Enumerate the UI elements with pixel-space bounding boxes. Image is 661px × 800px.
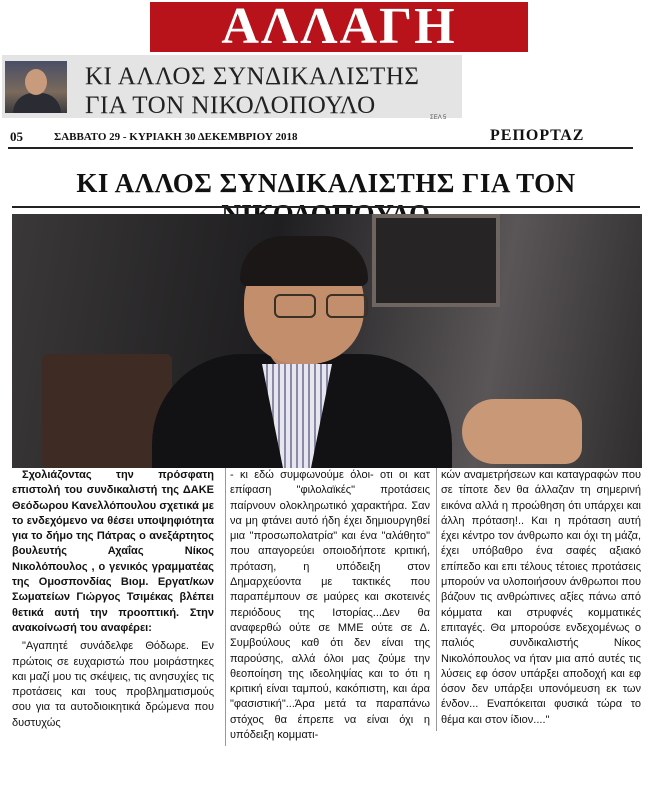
- article-column-1: [12, 468, 214, 734]
- article-quote-start: "Αγαπητέ συνάδελφε Θόδωρε. Εν πρώτοις σε ευχαριστώ που μοιράστηκες και μαζί μου τις σκέψεις, τις ανησυχίες τις προτάσεις και τους προβληματισμούς σου για τα αυτοδιοικητικά δρώμενα που δυστυχώς: [12, 640, 214, 729]
- picture-frame: [372, 214, 500, 307]
- page-number: 05: [10, 129, 23, 144]
- hand: [462, 399, 582, 464]
- banner-headline: ΚΙ ΑΛΛΟΣ ΣΥΝΔΙΚΑΛΙΣΤΗΣ ΓΙΑ ΤΟΝ ΝΙΚΟΛΟΠΟΥΛΟ: [85, 63, 420, 119]
- article-photo: [12, 214, 642, 468]
- article-headline: ΚΙ ΑΛΛΟΣ ΣΥΝΔΙΚΑΛΙΣΤΗΣ ΓΙΑ ΤΟΝ: [76, 168, 576, 198]
- article-column-3: [436, 468, 641, 731]
- issue-date: ΣΑΒΒΑΤΟ 29 - ΚΥΡΙΑΚΗ 30 ΔΕΚΕΜΒΡΙΟΥ 2018: [54, 131, 298, 143]
- glasses-icon: [274, 294, 370, 316]
- article-column-3-text: κών αναμετρήσεων και καταγραφών που σε τίποτε δεν θα άλλαζαν τη σημερινή εικόνα αλλά η προώθηση ότι υπάρχει και άλλη πρόταση!.. Και η πρόταση αυτή έχει κέντρο τον άνθρωπο και όχι τη μάζα, έχει υπόβαθρο ένα σαφές αξιακό επίπεδο και επι τέλους τέτοιες προτάσεις μπορούν να υλοποιήσουν άνθρωποι που βάζουν τις ανθρώπινες αξίες πάνω από κόμματα και στρυφνές κομματικές επιταγές. Θα μπορούσε ενδεχομένως ο παλιός συνδικαλιστής Νίκος Νικολόπουλος να ήταν μια από αυτές τις λύσεις εφ όσον υπάρξει αποδοχή και εφ όσον δεν υπάρξει υπονόμευση εκ των ένδον... Εναπόκειται φυσικά τώρα το θέμα και στον ίδιον....": [441, 469, 641, 726]
- article-column-2: [225, 468, 430, 746]
- banner-tag: ΣΕΛ 5: [430, 115, 447, 121]
- article-lead: Σχολιάζοντας την πρόσφατη επιστολή του συνδικαλιστή της ΔΑΚΕ Θεόδωρου Κανελλόπουλου σχετικά με το ενδεχόμενο να θέσει υποψηφιότητα για το δήμο της Πάτρας ο ανεξάρτητος βουλευτής Αχαΐας Νίκος Νικολόπουλος , ο γενικός γραμματέας της Ομοσπονδίας Βιομ. Εργατ/κων Σωματείων Γιώργος Τσιμέκας βλέπει θετικά αυτή την προοπτική. Στην ανακοίνωσή του αναφέρει:: [12, 469, 214, 634]
- masthead: [150, 0, 528, 55]
- banner-thumbnail-photo: [5, 61, 67, 113]
- section-label: ΡΕΠΟΡΤΑΖ: [490, 127, 585, 144]
- masthead-title: ΑΛΛΑΓΗ: [221, 0, 457, 55]
- headline-rule: [12, 206, 640, 208]
- article-body: [12, 468, 642, 798]
- article-column-2-text: - κι εδώ συμφωνούμε όλοι- οτι οι κατ επίφαση "φιλολαϊκές" προτάσεις παίρνουν ολοκληρωτικό χαρακτήρα. Σαν να μη φτάνει αυτό ήδη έχει δημιουργηθεί μια "προσωπολατρία" και ένα "αλάθητο" που απαγορεύει οποιοδήποτε κριτική, πρόταση, η υπόδειξη στον Δημαρχεύοντα με τακτικές που παραπέμπουν σε μαύρες και σκοτεινές περιόδους της Ιστορίας...Δεν θα αναφερθώ ούτε σε ΜΜΕ ούτε σε Δ. Συμβούλους καθ ότι δεν είναι της παρούσης, αλλά όλοι μας ζούμε την θεοποίηση της ιδεοληψίας και το ότι η κριτική είναι ταμπού, κακόπιστη, και άρα "φασιστική"...Άρα μετά τα παραπάνω στόχος θα έπρεπε να είναι όχι η υπόδειξη κομματι-: [230, 469, 430, 742]
